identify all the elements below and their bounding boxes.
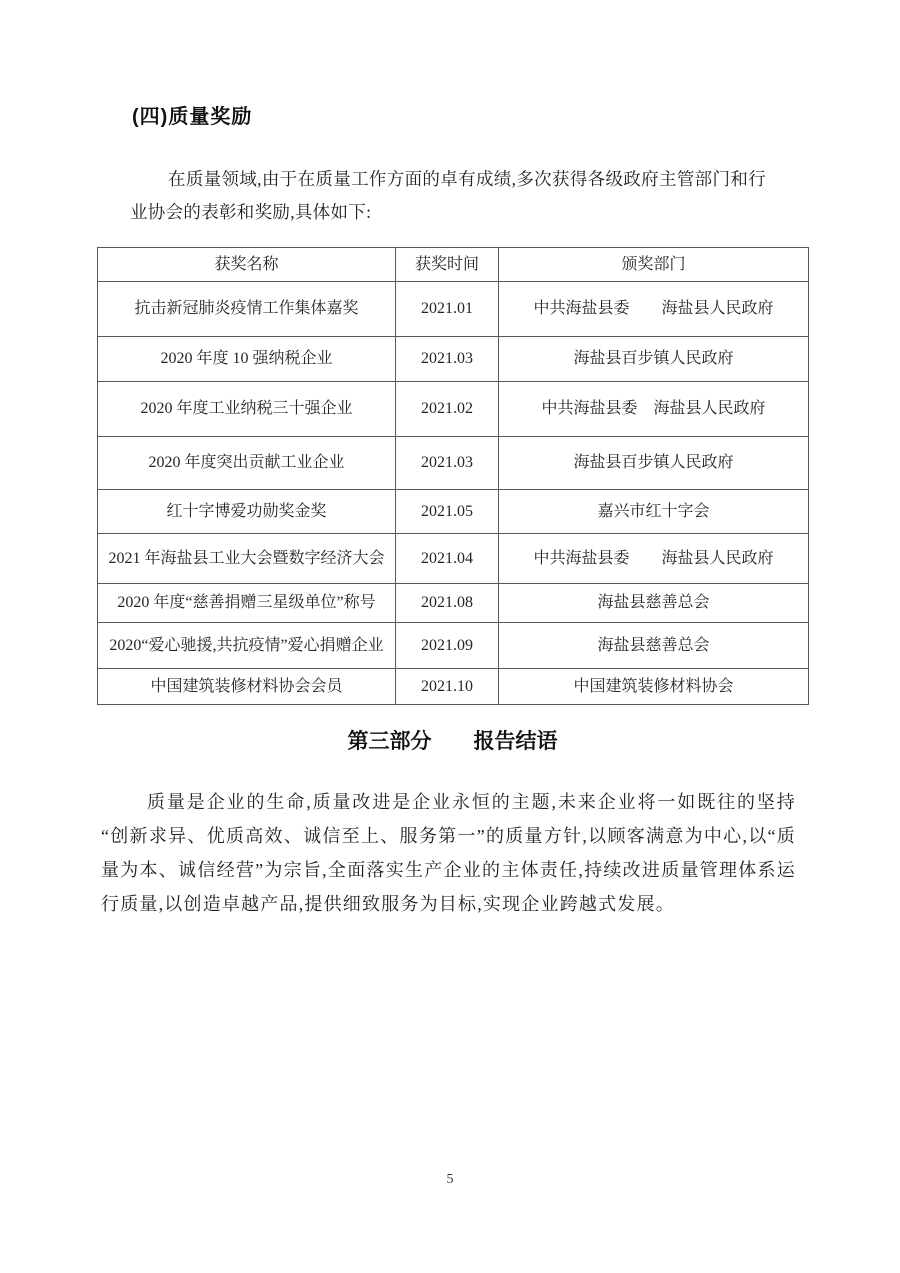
award-issuer-cell: 海盐县慈善总会 [499, 623, 809, 669]
award-name-cell: 2020 年度“慈善捐赠三星级单位”称号 [98, 584, 396, 623]
closing-paragraph: 质量是企业的生命,质量改进是企业永恒的主题,未来企业将一如既往的坚持“创新求异、优质高效、诚信至上、服务第一”的质量方针,以顾客满意为中心,以“质量为本、诚信经营”为宗旨,全面落实生产企业的主体责任,持续改进质量管理体系运行质量,以创造卓越产品,提供细致服务为目标,实现企业跨越式发展。 [101, 792, 796, 914]
award-name-cell: 红十字博爱功勋奖金奖 [98, 490, 396, 534]
intro-paragraph: 在质量领域,由于在质量工作方面的卓有成绩,多次获得各级政府主管部门和行业协会的表彰和奖励,具体如下: [130, 169, 766, 222]
award-date-cell: 2021.09 [396, 623, 499, 669]
award-date-cell: 2021.03 [396, 437, 499, 490]
award-name-cell: 抗击新冠肺炎疫情工作集体嘉奖 [98, 282, 396, 337]
award-date-cell: 2021.08 [396, 584, 499, 623]
awards-table-row [98, 534, 809, 584]
award-issuer-cell: 海盐县百步镇人民政府 [499, 337, 809, 382]
part3-heading: 第三部分 报告结语 [347, 730, 558, 753]
page-number: 5 [446, 1172, 454, 1187]
award-name-cell: 2020 年度工业纳税三十强企业 [98, 382, 396, 437]
awards-table-body [98, 282, 809, 705]
award-issuer-cell: 海盐县慈善总会 [499, 584, 809, 623]
award-issuer-cell: 中国建筑装修材料协会 [499, 669, 809, 705]
awards-table-row [98, 669, 809, 705]
award-issuer-cell: 嘉兴市红十字会 [499, 490, 809, 534]
awards-table-row [98, 437, 809, 490]
awards-table-row [98, 490, 809, 534]
award-date-cell: 2021.02 [396, 382, 499, 437]
section-heading-quality-awards: (四)质量奖励 [132, 106, 253, 128]
award-name-cell: 中国建筑装修材料协会会员 [98, 669, 396, 705]
col-header-award-issuer: 颁奖部门 [499, 248, 809, 282]
award-issuer-cell: 中共海盐县委 海盐县人民政府 [499, 282, 809, 337]
col-header-award-date: 获奖时间 [396, 248, 499, 282]
award-name-cell: 2021 年海盐县工业大会暨数字经济大会 [98, 534, 396, 584]
award-issuer-cell: 海盐县百步镇人民政府 [499, 437, 809, 490]
award-name-cell: 2020“爱心驰援,共抗疫情”爱心捐赠企业 [98, 623, 396, 669]
award-date-cell: 2021.01 [396, 282, 499, 337]
awards-table [97, 247, 809, 705]
award-date-cell: 2021.04 [396, 534, 499, 584]
awards-table-row [98, 623, 809, 669]
award-date-cell: 2021.03 [396, 337, 499, 382]
col-header-award-name: 获奖名称 [98, 248, 396, 282]
award-date-cell: 2021.10 [396, 669, 499, 705]
award-name-cell: 2020 年度突出贡献工业企业 [98, 437, 396, 490]
awards-table-row [98, 584, 809, 623]
awards-table-row [98, 382, 809, 437]
award-name-cell: 2020 年度 10 强纳税企业 [98, 337, 396, 382]
awards-table-row [98, 337, 809, 382]
award-issuer-cell: 中共海盐县委 海盐县人民政府 [499, 382, 809, 437]
awards-table-header-row [98, 248, 809, 282]
award-date-cell: 2021.05 [396, 490, 499, 534]
awards-table-row [98, 282, 809, 337]
award-issuer-cell: 中共海盐县委 海盐县人民政府 [499, 534, 809, 584]
